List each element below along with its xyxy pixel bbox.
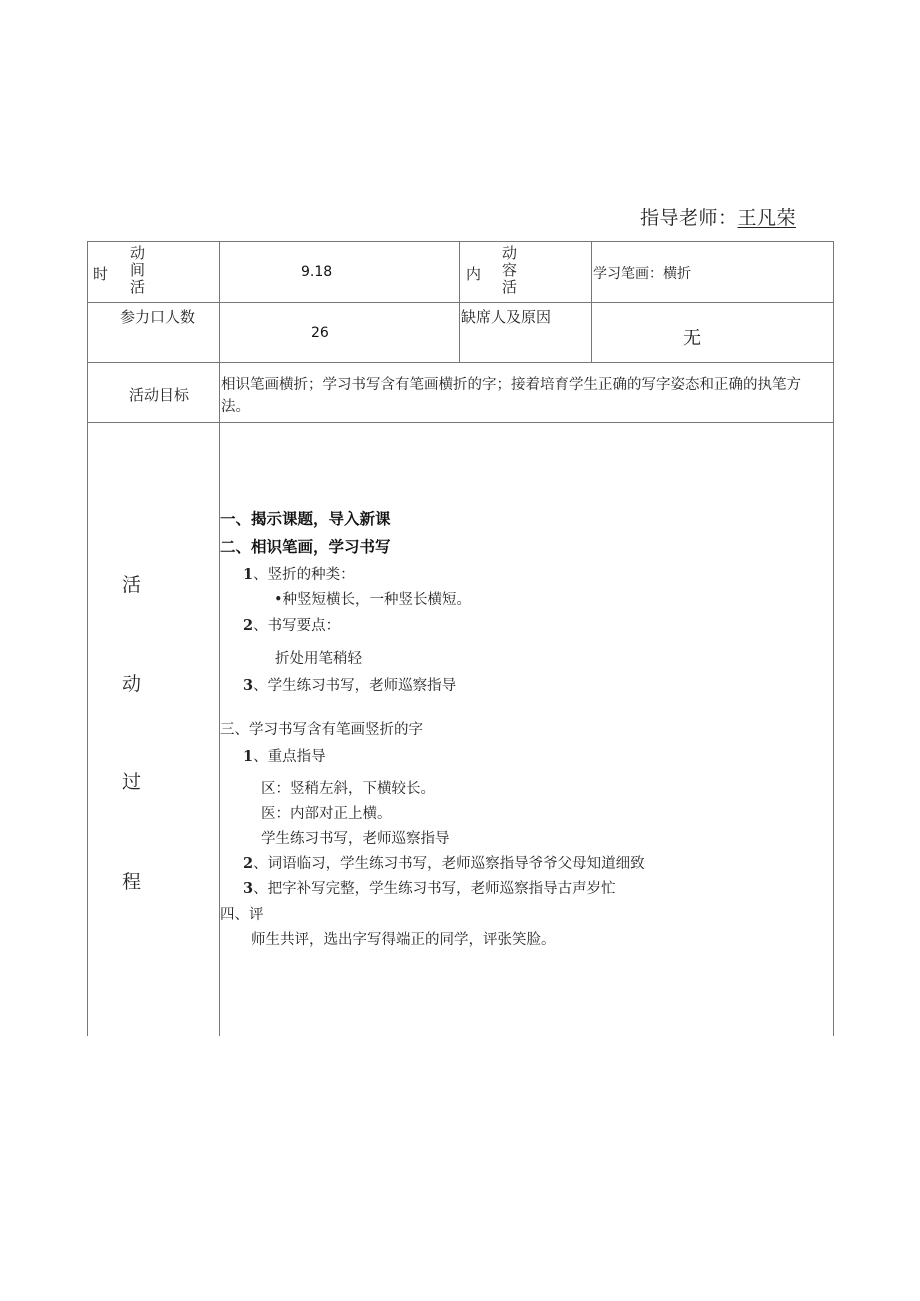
section-3-item-1 [243, 745, 326, 766]
item-number: 1 [243, 748, 254, 765]
table-border-right [833, 241, 834, 1036]
item-text: 、学生练习书写，老师巡察指导 [253, 678, 457, 694]
participants-label: 参力口人数 [120, 308, 196, 326]
section-4-detail: 师生共评，选出字写得端正的同学，评张笑脸。 [251, 932, 556, 948]
teacher-label: 指导老师： [640, 207, 738, 229]
item-text: 、把字补写完整，学生练习书写，老师巡察指导古声岁忙 [253, 881, 616, 897]
content-label-char-2: 容 [502, 261, 518, 279]
goal-label: 活动目标 [129, 386, 190, 404]
section-3-heading: 三、学习书写含有笔画竖折的字 [220, 722, 423, 738]
process-label-char-3: 过 [122, 771, 142, 793]
process-label-char-2: 动 [122, 673, 142, 695]
process-label-char-4: 程 [122, 871, 142, 893]
time-label-char-3: 活 [130, 278, 146, 296]
section-3-item-1-b: 医：内部对正上横。 [261, 806, 392, 822]
row-divider-1 [87, 302, 834, 303]
item-text: 、词语临习，学生练习书写，老师巡察指导爷爷父母知道细致 [253, 856, 645, 872]
row-divider-3 [87, 422, 834, 423]
time-label-char-1: 动 [130, 244, 146, 262]
row-divider-2 [87, 362, 834, 363]
section-2-heading: 二、相识笔画，学习书写 [220, 538, 391, 556]
section-1-heading: 一、揭示课题，导入新课 [220, 510, 391, 528]
participants-value: 26 [311, 325, 329, 341]
item-number: 1 [243, 566, 254, 583]
section-2-item-2-detail: 折处用笔稍轻 [275, 651, 362, 667]
process-label-char-1: 活 [122, 574, 142, 596]
section-2-item-1 [243, 563, 355, 584]
content-label-stack [502, 245, 517, 296]
teacher-name: 王凡荣 [737, 207, 797, 229]
teacher-line [640, 203, 796, 230]
section-4-heading: 四、评 [220, 907, 264, 923]
absent-label: 缺席人及原因 [461, 308, 552, 326]
item-number: 3 [243, 677, 254, 694]
content-label-side: 内 [466, 265, 482, 283]
table-border-top [87, 241, 834, 242]
item-text: 、重点指导 [253, 749, 326, 765]
goal-value: 相识笔画横折；学习书写含有笔画横折的字；接着培育学生正确的写字姿态和正确的执笔方法。 [221, 377, 801, 415]
section-2-item-2 [243, 614, 340, 635]
section-2-item-1-detail: •种竖短横长，一种竖长横短。 [274, 592, 472, 608]
item-text: 、书写要点： [253, 618, 341, 634]
time-label-char-2: 间 [130, 261, 146, 279]
table-border-left [87, 241, 88, 1036]
col-divider-3 [591, 241, 592, 362]
time-label-side: 时 [93, 265, 109, 283]
time-value: 9.18 [301, 264, 333, 280]
section-2-item-3 [243, 674, 456, 695]
content-value: 学习笔画：横折 [593, 266, 691, 282]
section-3-item-2 [243, 852, 645, 873]
section-3-item-1-a: 区：竖稍左斜，下横较长。 [261, 781, 435, 797]
item-text: 、竖折的种类： [253, 567, 355, 583]
time-label-stack [130, 245, 145, 296]
content-label-char-3: 活 [502, 278, 518, 296]
section-3-item-1-c: 学生练习书写，老师巡察指导 [261, 831, 450, 847]
section-3-item-3 [243, 877, 616, 898]
col-divider-2 [459, 241, 460, 362]
item-number: 2 [243, 617, 254, 634]
content-label-char-1: 动 [502, 244, 518, 262]
item-number: 3 [243, 880, 254, 897]
item-number: 2 [243, 855, 254, 872]
absent-value: 无 [683, 328, 701, 349]
